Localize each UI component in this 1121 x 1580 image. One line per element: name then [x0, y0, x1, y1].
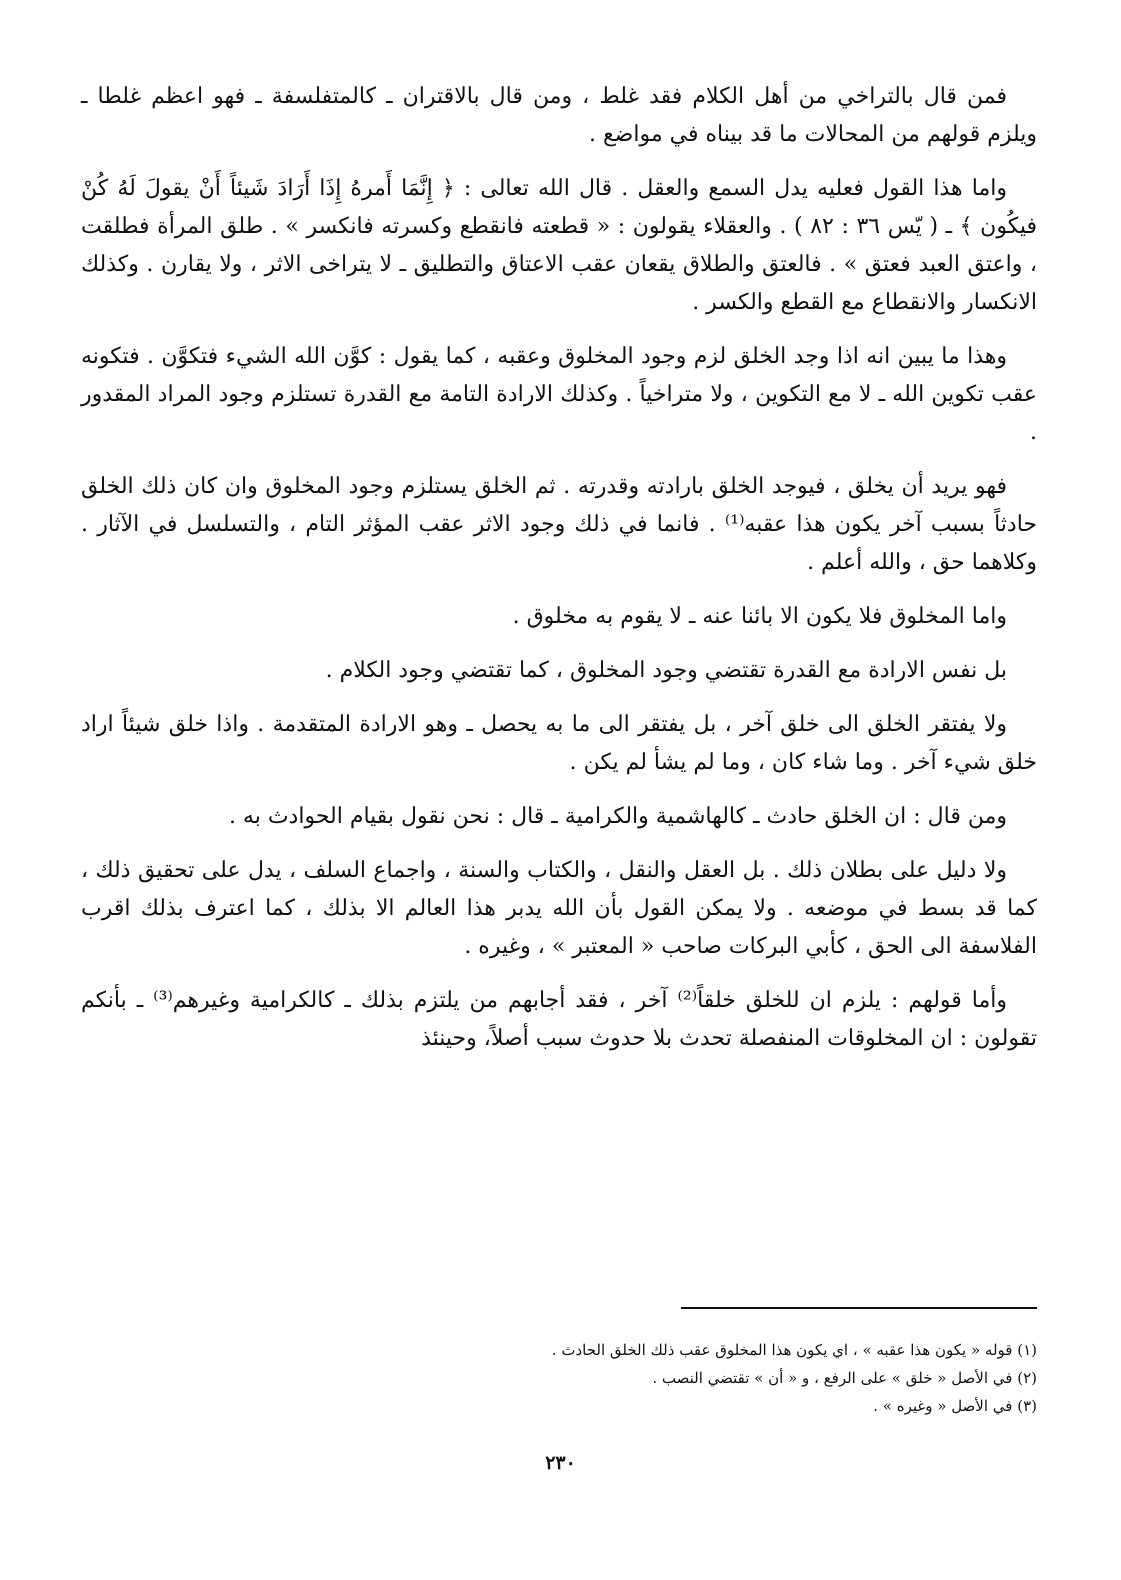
paragraph-10: وأما قولهم : يلزم ان للخلق خلقاً⁽²⁾ آخر ، فقد أجابهم من يلتزم بذلك ـ كالكرامية وغيرهم⁽³⁾ ـ بأنكم تقولون : ان المخلوقات المنفصلة تحدث بلا حدوث سبب أصلاً، وحينئذ [81, 988, 1037, 1051]
footnote-2: (٢) في الأصل « خلق » على الرفع ، و « أن » تقتضي النصب . [652, 1369, 1037, 1387]
paragraph-3: وهذا ما يبين انه اذا وجد الخلق لزم وجود المخلوق وعقبه ، كما يقول : كوَّن الله الشيء فتكوَّن . فتكونه عقب تكوين الله ـ لا مع التكوين ، ولا متراخياً . وكذلك الارادة التامة مع القدرة تستلزم وجود المراد المقدور . [81, 344, 1037, 445]
footnote-3: (٣) في الأصل « وغيره » . [873, 1397, 1037, 1415]
footnote-1: (١) قوله « يكون هذا عقبه » ، اي يكون هذا المخلوق عقب ذلك الخلق الحادث . [551, 1341, 1037, 1359]
paragraph-1: فمن قال بالتراخي من أهل الكلام فقد غلط ، ومن قال بالاقتران ـ كالمتفلسفة ـ فهو اعظم غلطا ـ ويلزم قولهم من المحالات ما قد بيناه في مواضع . [81, 84, 1037, 147]
footnotes [81, 1336, 1037, 1420]
paragraph-7: ولا يفتقر الخلق الى خلق آخر ، بل يفتقر الى ما به يحصل ـ وهو الارادة المتقدمة . واذا خلق شيئاً اراد خلق شيء آخر . وما شاء كان ، وما لم يشأ لم يكن . [81, 712, 1037, 775]
paragraph-2: واما هذا القول فعليه يدل السمع والعقل . قال الله تعالى : ﴿ إِنَّمَا أَمرهُ إِذَا أَرَادَ شَيئاً أَنْ يقولَ لَهُ كُنْ فيكُون ﴾ ـ ( يّس ٣٦ : ٨٢ ) . والعقلاء يقولون : « قطعته فانقطع وكسرته فانكسر » . طلق المرأة فطلقت ، واعتق العبد فعتق » . فالعتق والطلاق يقعان عقب الاعتاق والتطليق ـ لا يتراخى الاثر ، ولا يقارن . وكذلك الانكسار والانقطاع مع القطع والكسر . [81, 176, 1037, 315]
paragraph-5: واما المخلوق فلا يكون الا بائنا عنه ـ لا يقوم به مخلوق . [512, 604, 1007, 629]
paragraph-8: ومن قال : ان الخلق حادث ـ كالهاشمية والكرامية ـ قال : نحن نقول بقيام الحوادث به . [228, 804, 1007, 829]
page-number: ٢٣٠ [545, 1452, 576, 1474]
paragraph-9: ولا دليل على بطلان ذلك . بل العقل والنقل ، والكتاب والسنة ، واجماع السلف ، يدل على تحقيق ذلك ، كما قد بسط في موضعه . ولا يمكن القول بأن الله يدبر هذا العالم الا بذلك ، كما اعترف بذلك اقرب الفلاسفة الى الحق ، كأبي البركات صاحب « المعتبر » ، وغيره . [81, 858, 1037, 959]
paragraph-6: بل نفس الارادة مع القدرة تقتضي وجود المخلوق ، كما تقتضي وجود الكلام . [325, 658, 1007, 683]
page-body [81, 78, 1037, 1074]
footnote-divider [681, 1307, 1037, 1309]
paragraph-4: فهو يريد أن يخلق ، فيوجد الخلق بارادته وقدرته . ثم الخلق يستلزم وجود المخلوق وان كان ذلك الخلق حادثاً بسبب آخر يكون هذا عقبه⁽¹⁾ . فانما في ذلك وجود الاثر عقب المؤثر التام ، والتسلسل في الآثار . وكلاهما حق ، والله أعلم . [81, 474, 1037, 575]
